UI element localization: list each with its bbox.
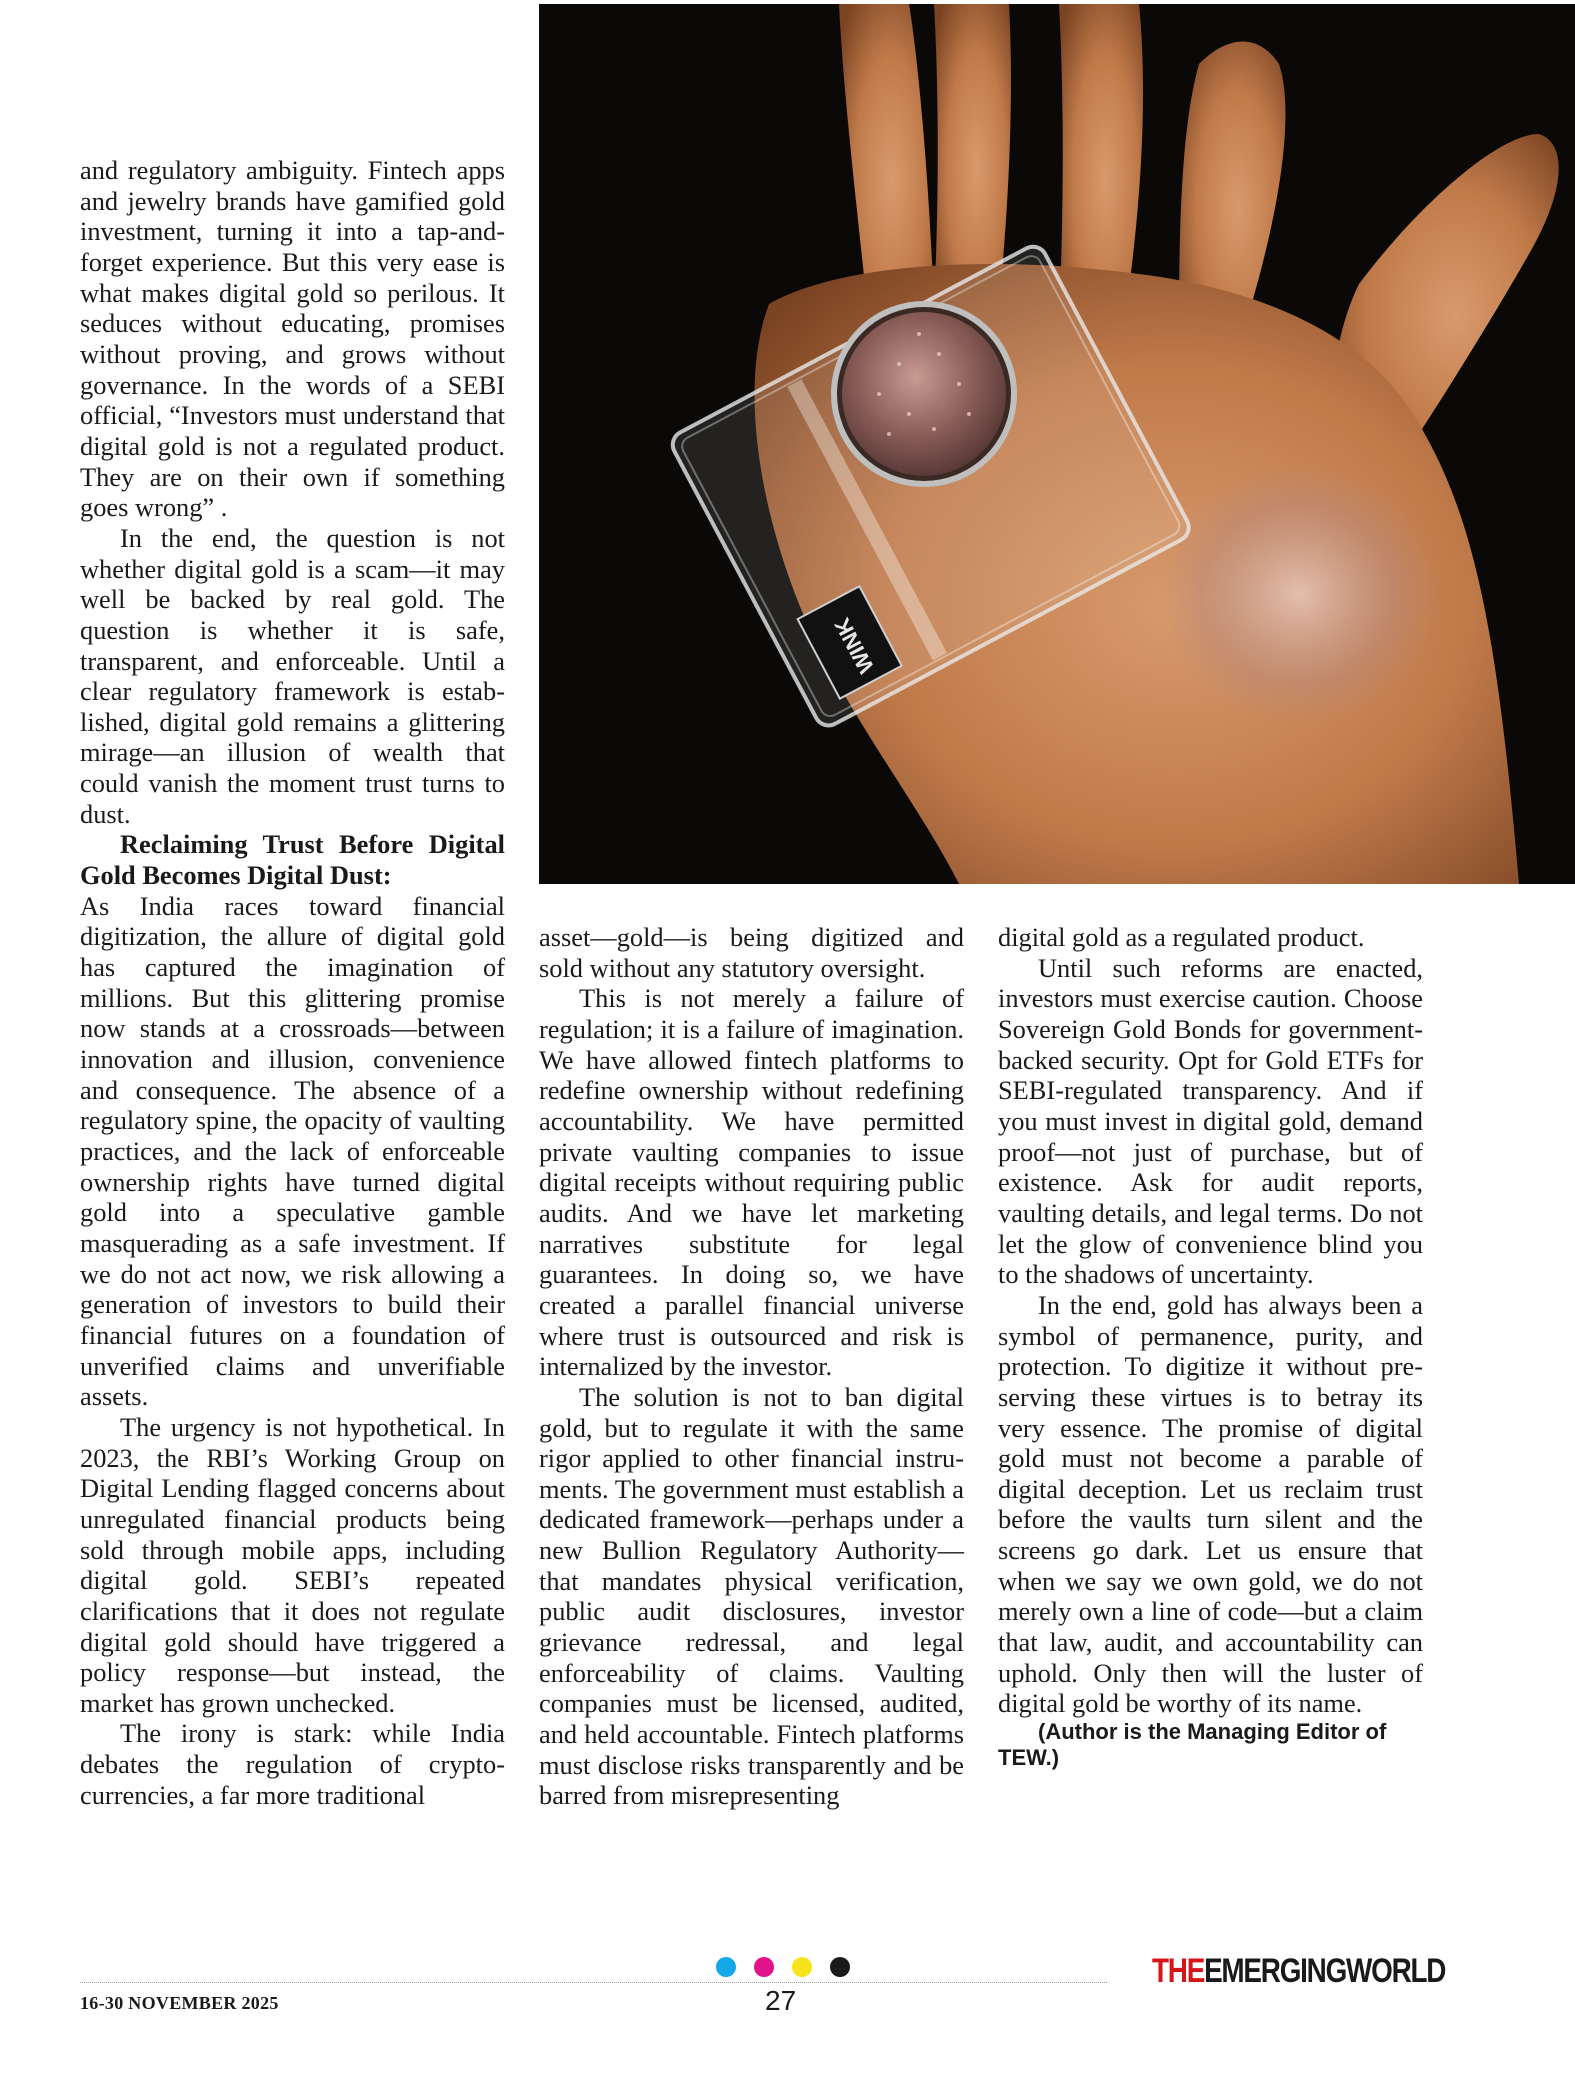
paragraph: asset—gold—is being digitized and sold without any statutory oversight. [539,922,964,983]
paragraph: In the end, the question is not whether digital gold is a scam—it may well be backed by real gold. The question is whether it is safe, transparent, and enforceable. Until a clear regulatory framework is established, digital gold remains a glittering mirage—an illusion of wealth that could vanish the moment trust turns to dust. [80,522,505,829]
registration-dot-magenta [754,1957,774,1977]
article-photo [539,4,1575,884]
article-column-2 [539,922,964,1811]
hand-holding-glitter-compact-icon [539,4,1575,884]
publication-logo [1152,1952,1445,1991]
registration-marks [716,1957,850,1977]
article-column-1 [80,155,505,1810]
paragraph: In the end, gold has always been a symbol of permanence, purity, and protection. To digitize it without preserving these virtues is to betray its very essence. The promise of digital gold must not become a parable of digital deception. Let us reclaim trust before the vaults turn silent and the screens go dark. Let us ensure that when we say we own gold, we do not merely own a line of code—but a claim that law, audit, and accountability can uphold. Only then will the luster of digital gold be worthy of its name. [998,1289,1423,1719]
paragraph: The urgency is not hypothetical. In 2023, the RBI’s Working Group on Digital Lending flagged concerns about unregulated financial products being sold through mobile apps, including digital gold. SEBI’s repeated clarifications that it does not regulate digital gold should have triggered a policy response—but instead, the market has grown unchecked. [80,1411,505,1718]
publication-logo-name: EMERGINGWORLD [1204,1952,1446,1990]
article-column-3 [998,922,1423,1771]
paragraph: Until such reforms are enacted, investors must exercise caution. Choose Sovereign Gold Bonds for government-backed security. Opt for Gold ETFs for SEBI-regulated transparency. And if you must invest in digital gold, demand proof—not just of purchase, but of existence. Ask for audit reports, vaulting details, and legal terms. Do not let the glow of convenience blind you to the shadows of uncertainty. [998,952,1423,1290]
paragraph: As India races toward financial digitization, the allure of digital gold has captured the imagination of millions. But this glittering promise now stands at a crossroads—between innovation and illusion, convenience and consequence. The absence of a regulatory spine, the opacity of vaulting practices, and the lack of enforceable ownership rights have turned digital gold into a speculative gamble masquerading as a safe investment. If we do not act now, we risk allowing a generation of investors to build their financial futures on a foundation of unverified claims and unverifiable assets. [80,890,505,1412]
paragraph: digital gold as a regulated product. [998,922,1365,952]
author-credit: (Author is the Managing Editor of TEW.) [998,1719,1387,1771]
page-number: 27 [765,1985,797,2016]
paragraph: The solution is not to ban digital gold, but to regulate it with the same rigor applied to other financial instruments. The government must establish a dedicated framework—perhaps under a new Bullion Regulatory Authority—that mandates physical verification, public audit disclosures, investor grievance redressal, and legal enforceability of claims. Vaulting companies must be licensed, audited, and held accountable. Fintech platforms must disclose risks transparently and be barred from misrepresenting [539,1381,964,1811]
registration-dot-yellow [792,1957,812,1977]
issue-date: 16-30 NOVEMBER 2025 [80,1993,279,2013]
footer-divider [80,1982,1107,1983]
subheading: Reclaiming Trust Before Digital Gold Becomes Digital Dust: [80,829,505,891]
compact-brand-text: WINK [829,613,880,678]
registration-dot-cyan [716,1957,736,1977]
paragraph: The irony is stark: while India debates the regulation of cryptocurrencies, a far more traditional [80,1718,505,1810]
paragraph: and regulatory ambiguity. Fintech apps and jewelry brands have gamified gold investment, turning it into a tap-and-forget experience. But this very ease is what makes digital gold so perilous. It seduces without educating, promises without proving, and grows without governance. In the words of a SEBI official, “Investors must understand that digital gold is not a regulated product. They are on their own if something goes wrong” . [80,155,505,523]
paragraph: This is not merely a failure of regulation; it is a failure of imagination. We have allowed fintech platforms to redefine ownership without redefining accountability. We have permitted private vaulting companies to issue digital receipts without requiring public audits. And we have let marketing narratives substitute for legal guarantees. In doing so, we have created a parallel financial universe where trust is outsourced and risk is internalized by the investor. [539,983,964,1382]
registration-dot-black [830,1957,850,1977]
publication-logo-the: THE [1152,1952,1205,1990]
